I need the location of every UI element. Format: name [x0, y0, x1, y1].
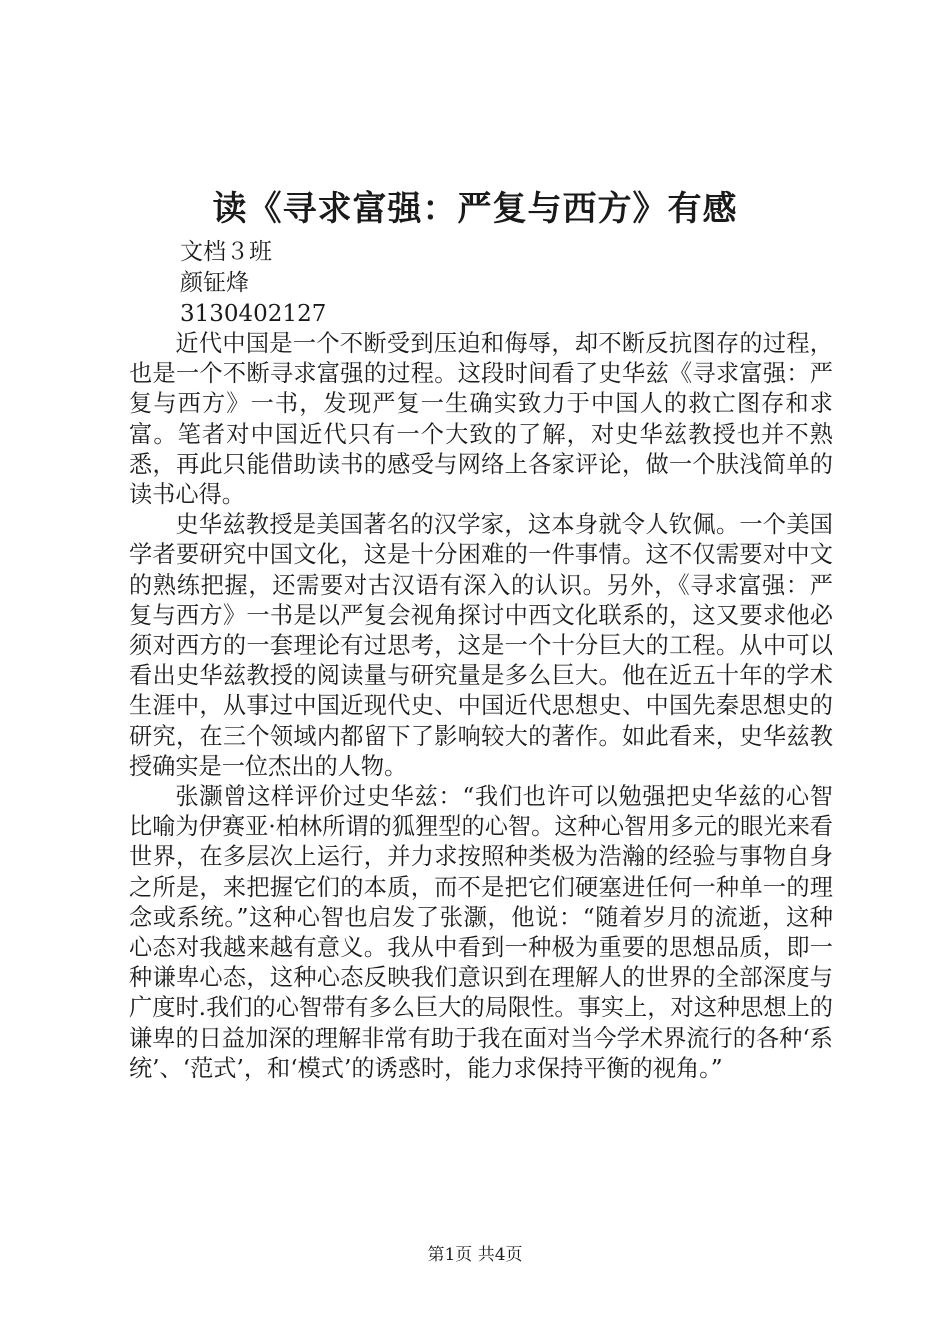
student-id: 3130402127 — [180, 301, 327, 327]
paragraph: 史华兹教授是美国著名的汉学家，这本身就令人钦佩。一个美国学者要研究中国文化，这是十分困难的一件事情。这不仅需要对中文的熟练把握，还需要对古汉语有深入的认识。另外，《寻求富强：严复与西方》一书是以严复会视角探讨中西文化联系的，这又要求他必须对西方的一套理论有过思考，这是一个十分巨大的工程。从中可以看出史华兹教授的阅读量与研究量是多么巨大。他在近五十年的学术生涯中，从事过中国近现代史、中国近代思想史、中国先秦思想史的研究，在三个领域内都留下了影响较大的著作。如此看来，史华兹教授确实是一位杰出的人物。 — [129, 511, 833, 780]
paragraph: 近代中国是一个不断受到压迫和侮辱，却不断反抗图存的过程，也是一个不断寻求富强的过程。这段时间看了史华兹《寻求富强：严复与西方》一书，发现严复一生确实致力于中国人的救亡图存和求富。笔者对中国近代只有一个大致的了解，对史华兹教授也并不熟悉，再此只能借助读书的感受与网络上各家评论，做一个肤浅简单的读书心得。 — [129, 330, 833, 509]
author-name: 颜钲烽 — [180, 270, 249, 296]
class-name: 文档３班 — [180, 239, 272, 265]
page-footer: 第1页 共4页 — [427, 1245, 523, 1265]
document-body — [129, 329, 833, 1084]
paragraph: 张灏曾这样评价过史华兹：“我们也许可以勉强把史华兹的心智比喻为伊赛亚·柏林所谓的狐狸型的心智。这种心智用多元的眼光来看世界，在多层次上运行，并力求按照种类极为浩瀚的经验与事物自身之所是，来把握它们的本质，而不是把它们硬塞进任何一种单一的理念或系统。”这种心智也启发了张灏，他说：“随着岁月的流逝，这种心态对我越来越有意义。我从中看到一种极为重要的思想品质，即一种谦卑心态，这种心态反映我们意识到在理解人的世界的全部深度与广度时.我们的心智带有多么巨大的局限性。事实上，对这种思想上的谦卑的日益加深的理解非常有助于我在面对当今学术界流行的各种‘系统’、‘范式’，和‘模式’的诱惑时，能力求保持平衡的视角。” — [129, 783, 833, 1082]
document-title: 读《寻求富强：严复与西方》有感 — [212, 189, 738, 229]
